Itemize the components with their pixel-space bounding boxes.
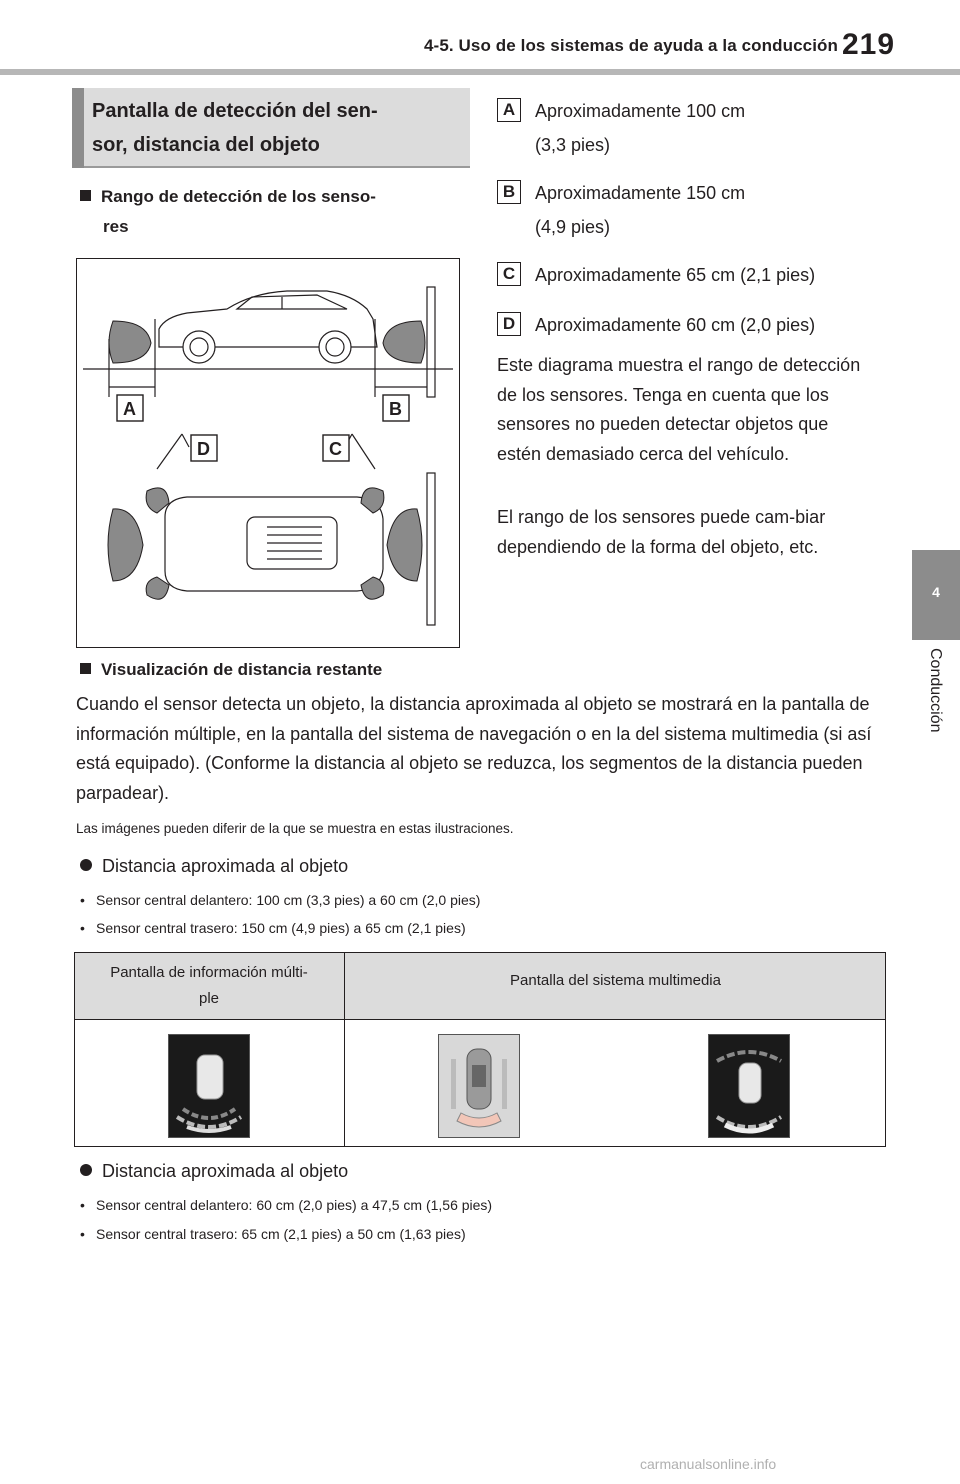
illustration-note: Las imágenes pueden diferir de la que se muestra en estas ilustraciones.: [76, 821, 514, 836]
range-c-line1: Aproximadamente 65 cm (2,1 pies): [535, 265, 816, 285]
section-heading: Pantalla de detección del sen- sor, distancia del objeto: [92, 100, 378, 156]
multimedia-display-illustration-1: [438, 1034, 520, 1138]
table-header-multi-info: Pantalla de información múlti- ple: [110, 964, 308, 1007]
bullet-heading-1: Distancia aproximada al objeto: [80, 856, 348, 877]
square-bullet-icon: [80, 190, 91, 201]
diagram-explanation: Este diagrama muestra el rango de detección de los sensores. Tenga en cuenta que los sensores no pueden detectar objetos que estén demasiado cerca del vehículo.: [497, 355, 861, 464]
round-bullet-icon: [80, 1164, 92, 1176]
sensor-range-diagram: [76, 258, 460, 648]
rear-wheel: [319, 331, 351, 363]
rear-sensor-zone-top: [387, 509, 422, 581]
range-b-line1: Aproximadamente 150 cm: [535, 183, 746, 203]
front-sensor-zone-top: [108, 509, 143, 581]
bullet-heading-2: Distancia aproximada al objeto: [80, 1161, 348, 1182]
table-header-multimedia: Pantalla del sistema multimedia: [510, 972, 721, 989]
running-header-section: 4-5. Uso de los sistemas de ayuda a la conducción: [424, 36, 838, 55]
round-bullet-icon: [80, 859, 92, 871]
sensor-diagram-svg: [77, 259, 459, 647]
watermark: carmanualsonline.info: [640, 1456, 777, 1472]
table-row-divider: [74, 1019, 886, 1020]
list-item: • Sensor central trasero: 150 cm (4,9 pies) a 65 cm (2,1 pies): [80, 920, 466, 936]
range-a-line1: Aproximadamente 100 cm: [535, 101, 746, 121]
car-top-view: [165, 497, 383, 591]
rear-wall-top: [427, 287, 435, 397]
range-a-line2: (3,3 pies): [535, 135, 611, 155]
diagram-label-c: C: [329, 439, 342, 459]
list-item: • Sensor central trasero: 65 cm (2,1 pies) a 50 cm (1,63 pies): [80, 1226, 466, 1242]
multimedia-display-illustration-2: [708, 1034, 790, 1138]
chapter-number: 4: [932, 584, 940, 600]
range-badge-d: D: [497, 312, 521, 336]
diagram-label-b: B: [389, 399, 402, 419]
range-variation-note: El rango de los sensores puede cam-biar dependiendo de la forma del objeto, etc.: [497, 507, 826, 557]
range-badge-a: A: [497, 98, 521, 122]
front-corner-zone-1: [146, 488, 169, 513]
rear-sensor-zone-side: [383, 321, 425, 363]
list-item: • Sensor central delantero: 100 cm (3,3 pies) a 60 cm (2,0 pies): [80, 892, 481, 908]
diagram-label-a: A: [123, 399, 136, 419]
subheading-remaining-distance: Visualización de distancia restante: [80, 660, 382, 680]
front-corner-zone-2: [146, 577, 169, 599]
distance-display-description: Cuando el sensor detecta un objeto, la distancia aproximada al objeto se mostrará en la pantalla de información múltiple, en la pantalla del sistema de navegación o en la del sistema multimedia (si así está equipado). (Conforme la distancia al objeto se reduzca, los segmentos de la distancia pueden parpadear).: [76, 694, 872, 803]
section-heading-bar: [72, 88, 84, 168]
range-d-line1: Aproximadamente 60 cm (2,0 pies): [535, 315, 816, 335]
square-bullet-icon: [80, 663, 91, 674]
diagram-label-d: D: [197, 439, 210, 459]
multi-info-display-illustration: [168, 1034, 250, 1138]
rear-wall-bottom: [427, 473, 435, 625]
chapter-label: Conducción: [927, 648, 944, 733]
list-item: • Sensor central delantero: 60 cm (2,0 pies) a 47,5 cm (1,56 pies): [80, 1197, 493, 1213]
subheading-detection-range: Rango de detección de los senso- res: [80, 182, 460, 242]
front-wheel: [183, 331, 215, 363]
range-b-line2: (4,9 pies): [535, 217, 611, 237]
range-badge-c: C: [497, 262, 521, 286]
range-badge-b: B: [497, 180, 521, 204]
header-rule: [0, 69, 960, 75]
front-sensor-zone-side: [109, 321, 151, 363]
page-number: 219: [842, 28, 896, 61]
